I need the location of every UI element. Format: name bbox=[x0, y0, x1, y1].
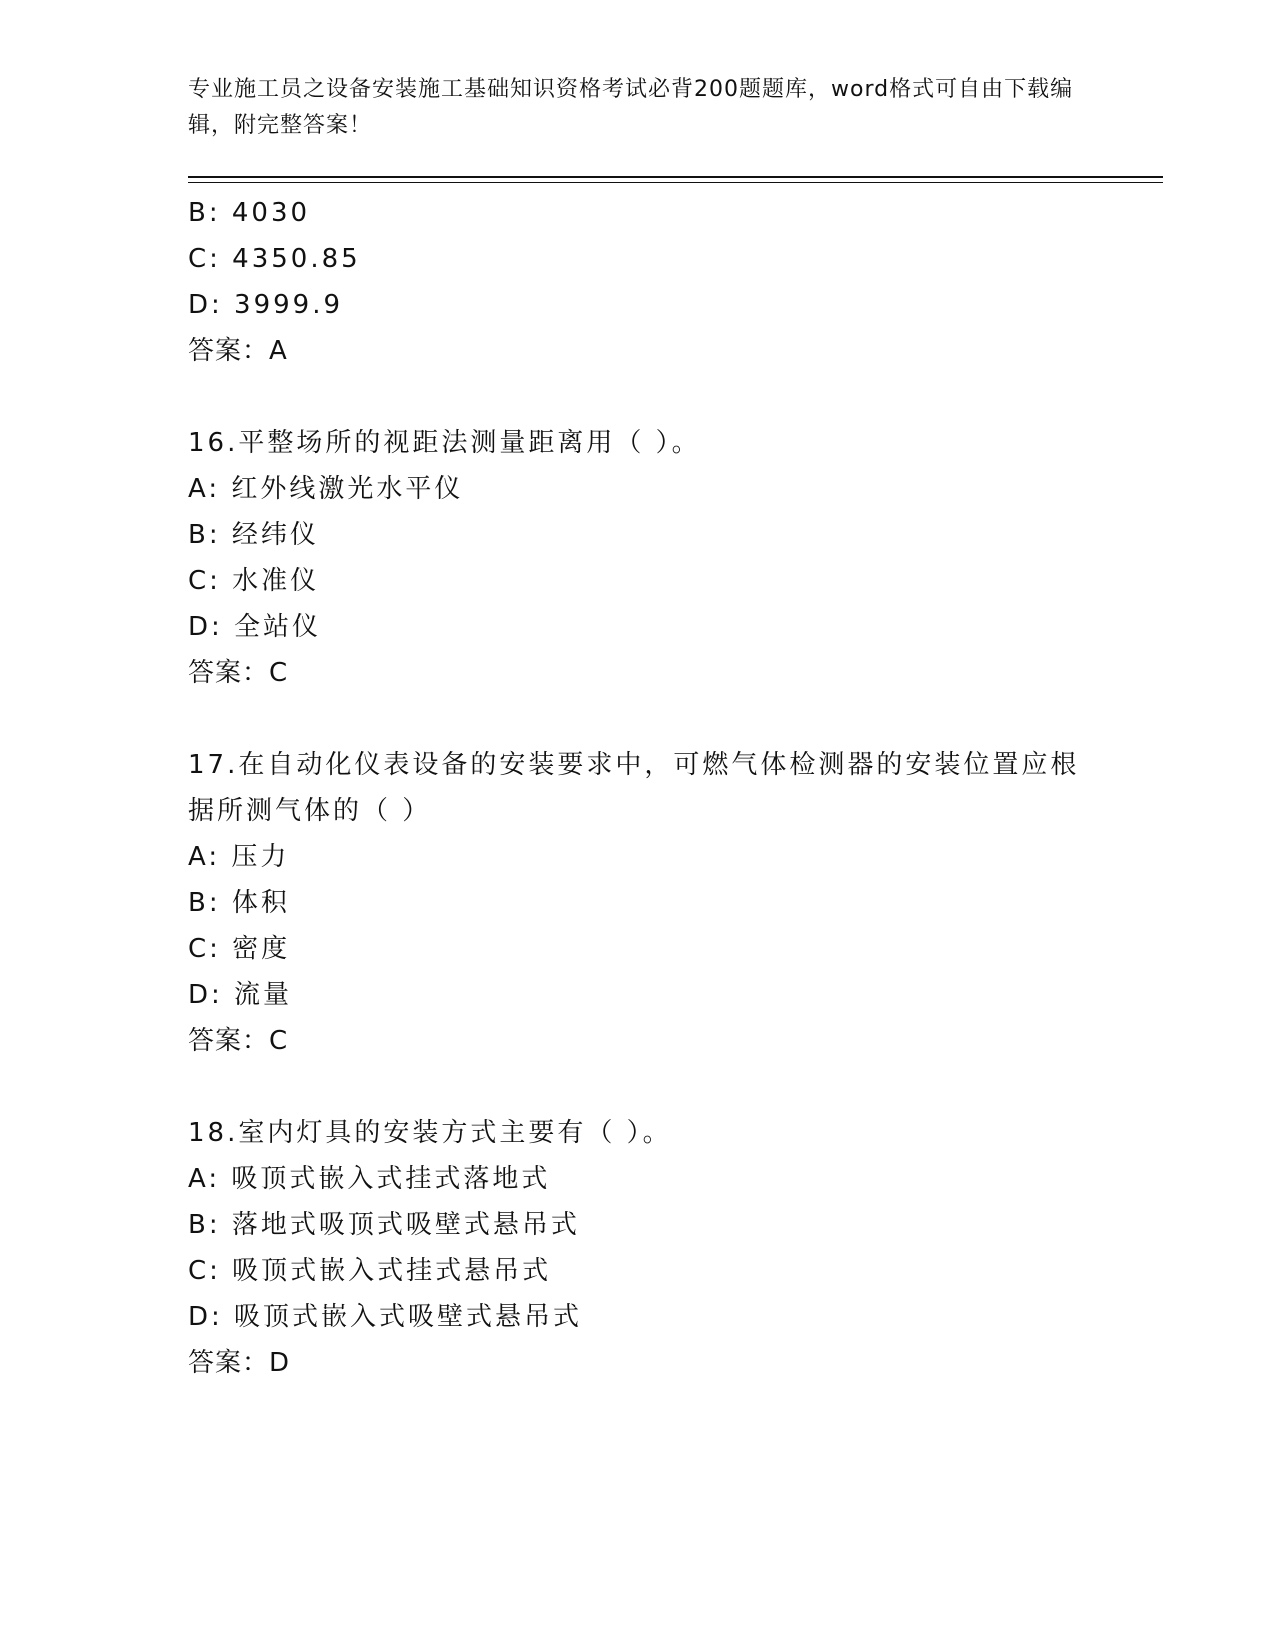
question-stem: 17.在自动化仪表设备的安装要求中，可燃气体检测器的安装位置应根据所测气体的（ ） bbox=[188, 750, 1080, 826]
option-a: A: 红外线激光水平仪 bbox=[188, 474, 464, 504]
question-stem: 18.室内灯具的安装方式主要有（ ）。 bbox=[188, 1118, 672, 1148]
option-c: C: 4350.85 bbox=[188, 244, 361, 274]
option-c: C: 吸顶式嵌入式挂式悬吊式 bbox=[188, 1256, 552, 1286]
answer-label: 答案： bbox=[188, 1026, 270, 1056]
option-d: D: 吸顶式嵌入式吸壁式悬吊式 bbox=[188, 1302, 583, 1332]
header-rule-thin bbox=[188, 182, 1163, 183]
answer-line bbox=[188, 1018, 1088, 1064]
question-stem: 16.平整场所的视距法测量距离用（ ）。 bbox=[188, 428, 701, 458]
answer-line bbox=[188, 1340, 1088, 1386]
option-b: B: 体积 bbox=[188, 888, 290, 918]
answer-value: D bbox=[269, 1348, 291, 1378]
answer-line bbox=[188, 328, 1088, 374]
option-d: D: 全站仪 bbox=[188, 612, 322, 642]
question-list bbox=[188, 190, 1088, 1386]
spacer bbox=[188, 1064, 1088, 1110]
question-17 bbox=[188, 742, 1088, 1064]
option-d: D: 3999.9 bbox=[188, 290, 344, 320]
answer-label: 答案： bbox=[188, 336, 270, 366]
option-b: B: 经纬仪 bbox=[188, 520, 319, 550]
answer-value: A bbox=[269, 336, 288, 366]
document-header: 专业施工员之设备安装施工基础知识资格考试必背200题题库，word格式可自由下载编辑，附完整答案！ bbox=[188, 77, 1074, 138]
answer-value: C bbox=[269, 658, 289, 688]
question-15-continued bbox=[188, 190, 1088, 374]
option-a: A: 压力 bbox=[188, 842, 290, 872]
spacer bbox=[188, 696, 1088, 742]
option-d: D: 流量 bbox=[188, 980, 293, 1010]
option-b: B: 落地式吸顶式吸壁式悬吊式 bbox=[188, 1210, 580, 1240]
option-a: A: 吸顶式嵌入式挂式落地式 bbox=[188, 1164, 551, 1194]
option-b: B: 4030 bbox=[188, 198, 311, 228]
answer-label: 答案： bbox=[188, 1348, 270, 1378]
option-c: C: 水准仪 bbox=[188, 566, 320, 596]
answer-value: C bbox=[269, 1026, 289, 1056]
answer-label: 答案： bbox=[188, 658, 270, 688]
question-16 bbox=[188, 420, 1088, 696]
option-c: C: 密度 bbox=[188, 934, 291, 964]
header-rule-thick bbox=[188, 176, 1163, 178]
question-18 bbox=[188, 1110, 1088, 1386]
spacer bbox=[188, 374, 1088, 420]
answer-line bbox=[188, 650, 1088, 696]
